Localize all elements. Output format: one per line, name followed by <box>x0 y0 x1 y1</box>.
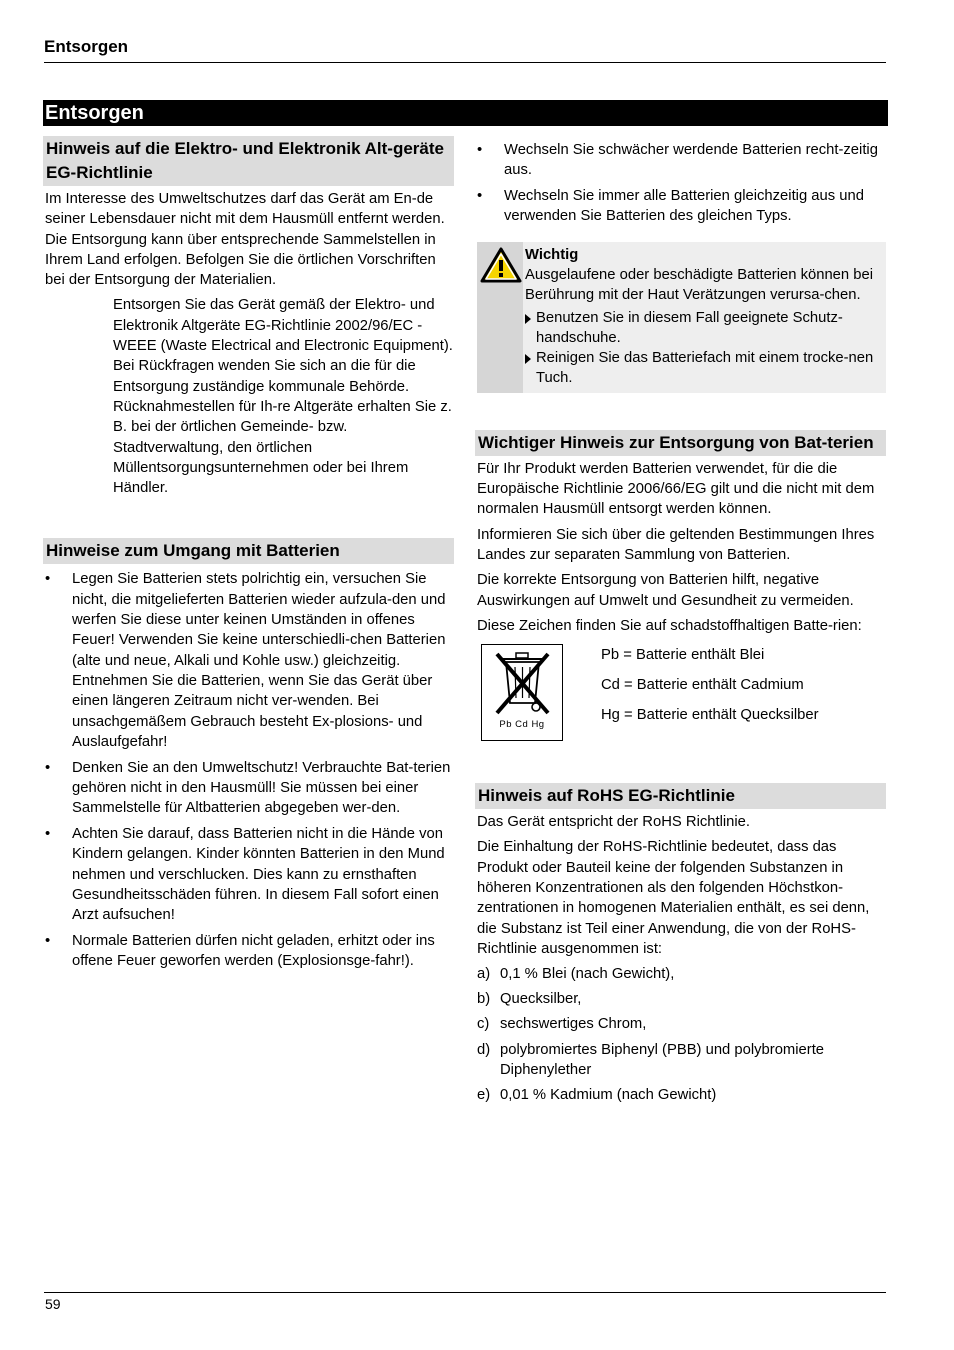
crossed-bin-symbol <box>481 644 563 741</box>
disposal-paragraph: Die korrekte Entsorgung von Batterien hilft, negative Auswirkungen auf Umwelt und Gesundheit zu vermeiden. <box>477 572 854 609</box>
batteries-heading: Hinweise zum Umgang mit Batterien <box>43 538 454 564</box>
disposal-paragraph: Diese Zeichen finden Sie auf schadstoffhaltigen Batte-rien: <box>477 617 862 634</box>
list-item-text: sechswertiges Chrom, <box>500 1016 647 1033</box>
list-marker: d) <box>477 1041 491 1058</box>
list-item: • Normale Batterien dürfen nicht geladen, erhitzt oder ins offene Feuer geworfen werden (Explosionsge-fahr!). <box>45 931 454 972</box>
list-item <box>477 989 886 1009</box>
list-marker: a) <box>477 966 491 983</box>
rohs-paragraph: Das Gerät entspricht der RoHS Richtlinie. <box>477 814 751 831</box>
warning-step <box>525 348 880 389</box>
rohs-heading: Hinweis auf RoHS EG-Richtlinie <box>475 783 886 809</box>
batteries-list <box>45 569 454 971</box>
arrow-right-icon <box>525 354 531 364</box>
batteries-list-continued <box>477 140 886 227</box>
list-item <box>477 964 886 984</box>
warning-step-text: Reinigen Sie das Batteriefach mit einem trocke-nen Tuch. <box>536 350 874 387</box>
symbol-caption: Pb Cd Hg <box>499 718 545 730</box>
rohs-substance-list <box>477 964 886 1105</box>
left-column <box>45 136 454 977</box>
list-item: • Legen Sie Batterien stets polrichtig ein, versuchen Sie nicht, die mitgelieferten Batterien wieder aufzula-den und werfen Sie diese unter keinen Umständen in offenes Feuer! Verwenden Sie keine unterschiedli-chen Batterien (alte und neue, Alkali und Kohle usw.) gleichzeitig. Entnehmen Sie die Batterien, wenn Sie das Gerät über einen längeren Zeitraum nicht ver-wenden. Bei unsachgemäßem Gebrauch besteht Ex-plosions- und Auslaufgefahr! <box>45 569 454 752</box>
weee-heading: Hinweis auf die Elektro- und Elektronik Alt-geräte EG-Richtlinie <box>43 136 454 186</box>
warning-text: Ausgelaufene oder beschädigte Batterien können bei Berührung mit der Haut Verätzungen verursa-chen. <box>525 266 873 304</box>
list-marker: e) <box>477 1086 491 1103</box>
disposal-heading: Wichtiger Hinweis zur Entsorgung von Bat-terien <box>475 430 886 456</box>
disposal-paragraph: Für Ihr Produkt werden Batterien verwendet, für die die Europäische Richtlinie 2006/66/EG gilt und die nicht mit dem normalen Hausmüll entsorgt werden können. <box>477 460 875 518</box>
battery-symbol-row <box>477 644 886 741</box>
footer-rule <box>44 1292 886 1293</box>
page-number: 59 <box>45 1296 61 1312</box>
legend-item: Pb = Batterie enthält Blei <box>601 647 765 664</box>
list-item: • Wechseln Sie immer alle Batterien gleichzeitig aus und verwenden Sie Batterien des gleichen Typs. <box>477 186 886 227</box>
running-header: Entsorgen <box>44 37 129 56</box>
section-title: Entsorgen <box>43 100 888 126</box>
list-item: • Denken Sie an den Umweltschutz! Verbrauchte Bat-terien gehören nicht in den Hausmüll! Sie müssen bei einer Sammelstelle für Altbatterien abgegeben wer-den. <box>45 758 454 819</box>
disposal-paragraph: Informieren Sie sich über die geltenden Bestimmungen Ihres Landes zur separaten Sammlung von Batterien. <box>477 526 875 563</box>
crossed-bin-icon <box>482 645 562 725</box>
warning-box <box>477 242 886 393</box>
legend-item: Hg = Batterie enthält Quecksilber <box>601 707 819 724</box>
warning-icon-cell <box>477 242 523 393</box>
weee-intro: Im Interesse des Umweltschutzes darf das Gerät am En-de seiner Lebensdauer nicht mit dem Hausmüll entfernt werden. Die Entsorgung kann über entsprechende Sammelstellen in Ihrem Land erfolgen. Befolgen Sie die örtlichen Vorschriften bei der Entsorgung der Materialien. <box>45 191 445 289</box>
warning-title: Wichtig <box>525 246 579 263</box>
arrow-right-icon <box>525 314 531 324</box>
rohs-paragraph: Die Einhaltung der RoHS-Richtlinie bedeutet, dass das Produkt oder Bauteil keine der folgenden Substanzen in höheren Konzentrationen als den folgenden Höchstkon-zentrationen in homogenen Materialien enthält, es sei denn, die Substanz ist Teil einer Anwendung, die von der RoHS-Richtlinie ausgenommen ist: <box>477 839 870 957</box>
list-marker: b) <box>477 991 491 1008</box>
legend-item: Cd = Batterie enthält Cadmium <box>601 677 804 694</box>
weee-detail: Entsorgen Sie das Gerät gemäß der Elektro- und Elektronik Altgeräte EG-Richtlinie 2002/96/EC - WEEE (Waste Electrical and Electronic Equipment). Bei Rückfragen wenden Sie sich an die für die Entsorgung zuständige kommunale Behörde. Rücknahmestellen für Ih-re Altgeräte erhalten Sie z. B. bei der örtlichen Gemeinde- bzw. Stadtverwaltung, den örtlichen Müllentsorgungsunternehmen oder bei Ihrem Händler. <box>113 297 453 497</box>
list-item <box>477 1040 886 1081</box>
warning-triangle-icon <box>479 246 523 284</box>
warning-step-text: Benutzen Sie in diesem Fall geeignete Schutz-handschuhe. <box>536 309 843 346</box>
list-marker: c) <box>477 1016 490 1033</box>
list-item <box>477 1085 886 1105</box>
list-item: • Achten Sie darauf, dass Batterien nicht in die Hände von Kindern gelangen. Kinder könnten Batterien in den Mund nehmen und verschlucken. Dies kann zu ernsthaften Gesundheitsschäden führen. In diesem Fall sofort einen Arzt aufsuchen! <box>45 824 454 925</box>
list-item-text: 0,1 % Blei (nach Gewicht), <box>500 966 675 983</box>
list-item-text: 0,01 % Kadmium (nach Gewicht) <box>500 1086 717 1103</box>
list-item-text: polybromiertes Biphenyl (PBB) und polybromierte Diphenylether <box>500 1041 825 1078</box>
symbol-legend <box>601 645 819 741</box>
list-item <box>477 1014 886 1034</box>
list-item-text: Quecksilber, <box>500 991 582 1008</box>
header-rule <box>44 62 886 63</box>
warning-step <box>525 308 880 349</box>
list-item: • Wechseln Sie schwächer werdende Batterien recht-zeitig aus. <box>477 140 886 181</box>
right-column <box>477 136 886 1110</box>
